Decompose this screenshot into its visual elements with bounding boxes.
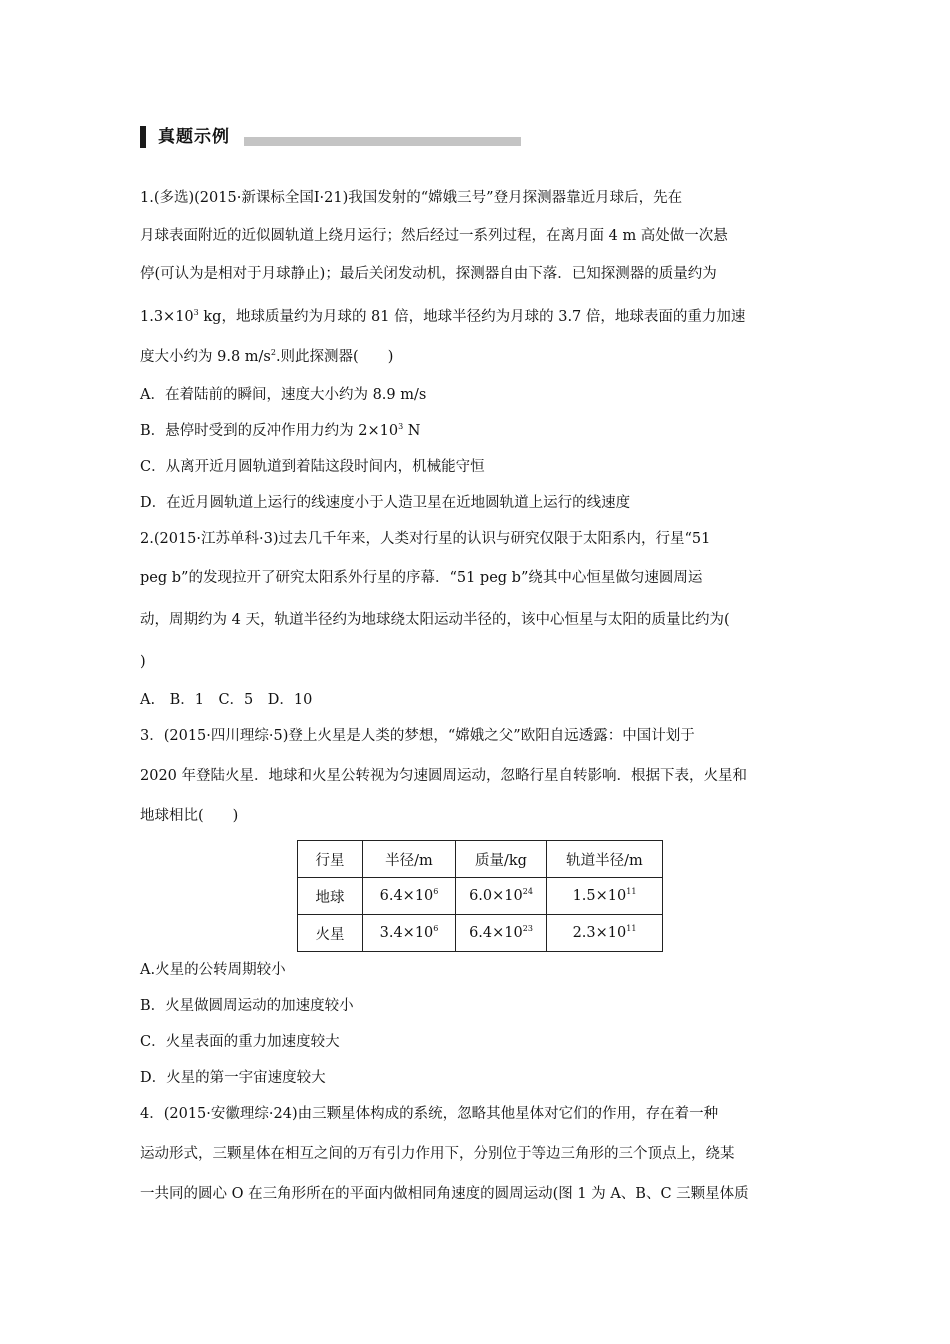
- table-cell-mass: $6.4\times 10^{23}$: [456, 915, 547, 952]
- q1-line-3: 停(可认为是相对于月球静止)；最后关闭发动机，探测器自由下落．已知探测器的质量约为: [140, 266, 717, 282]
- table-header-cell: 行星: [298, 841, 363, 878]
- table-cell-planet: 火星: [298, 915, 363, 952]
- q1-option-a: A．在着陆前的瞬间，速度大小约为 8.9 m/s: [140, 387, 427, 403]
- q4-line-3: 一共同的圆心 O 在三角形所在的平面内做相同角速度的圆周运动(图 1 为 A、B、C 三颗星体质: [140, 1186, 749, 1202]
- section-title: 真题示例: [158, 127, 230, 147]
- q3-option-d: D．火星的第一宇宙速度较大: [140, 1070, 326, 1086]
- q1-gravity-text: 度大小约为 9.8 m/s: [140, 349, 271, 365]
- q2-line-1: 2.(2015·江苏单科·3)过去几千年来，人类对行星的认识与研究仅限于太阳系内，行星“51: [140, 531, 711, 547]
- planet-table: [297, 840, 663, 952]
- table-cell-planet: 地球: [298, 878, 363, 915]
- q1-line-4: [140, 306, 745, 328]
- q1-option-c: C．从离开近月圆轨道到着陆这段时间内，机械能守恒: [140, 459, 485, 475]
- q3-option-a: A.火星的公转周期较小: [140, 962, 286, 978]
- table-header-cell: 轨道半径/m: [547, 841, 663, 878]
- table-header-cell: 半径/m: [363, 841, 456, 878]
- q3-line-3: 地球相比( ): [140, 808, 239, 824]
- q3-line-1: 3．(2015·四川理综·5)登上火星是人类的梦想，“嫦娥之父”欧阳自远透露：中国计划于: [140, 728, 695, 744]
- table-header-cell: 质量/kg: [456, 841, 547, 878]
- table-cell-radius: $3.4\times 10^6$: [363, 915, 456, 952]
- table-header-row: [298, 841, 663, 878]
- q1-option-b-text: B．悬停时受到的反冲作用力约为 2×10: [140, 423, 399, 439]
- q4-line-2: 运动形式，三颗星体在相互之间的万有引力作用下，分别位于等边三角形的三个顶点上，绕某: [140, 1146, 735, 1162]
- section-header: [140, 124, 540, 152]
- table-cell-orbit: $2.3\times 10^{11}$: [547, 915, 663, 952]
- q1-line-5-rest: .则此探测器( ): [275, 349, 394, 365]
- q2-line-2: peg b”的发现拉开了研究太阳系外行星的序幕．“51 peg b”绕其中心恒星做匀速圆周运: [140, 570, 703, 586]
- q2-line-4: ): [140, 654, 146, 670]
- table-cell-orbit: $1.5\times 10^{11}$: [547, 878, 663, 915]
- table-row: [298, 878, 663, 915]
- q1-line-2: 月球表面附近的近似圆轨道上绕月运行；然后经过一系列过程，在离月面 4 m 高处做一次悬: [140, 228, 728, 244]
- section-divider: [244, 137, 521, 146]
- q3-line-2: 2020 年登陆火星．地球和火星公转视为匀速圆周运动，忽略行星自转影响．根据下表，火星和: [140, 768, 748, 784]
- q1-line-5: [140, 346, 393, 368]
- q2-line-3: 动，周期约为 4 天，轨道半径约为地球绕太阳运动半径的，该中心恒星与太阳的质量比约为(: [140, 612, 730, 628]
- section-marker-bar: [140, 126, 146, 148]
- q1-line-1: 1.(多选)(2015·新课标全国Ⅰ·21)我国发射的“嫦娥三号”登月探测器靠近月球后，先在: [140, 190, 683, 206]
- q1-line-4-rest: kg，地球质量约为月球的 81 倍，地球半径约为月球的 3.7 倍，地球表面的重力加速: [198, 309, 746, 325]
- q3-option-b: B．火星做圆周运动的加速度较小: [140, 998, 354, 1014]
- q1-gravity-exponent: 2: [270, 348, 276, 358]
- q3-option-c: C．火星表面的重力加速度较大: [140, 1034, 340, 1050]
- q1-option-b-unit: N: [403, 423, 421, 439]
- q1-option-b: [140, 420, 420, 442]
- table-cell-radius: $6.4\times 10^6$: [363, 878, 456, 915]
- q2-options: A. B．1 C．5 D．10: [140, 692, 313, 708]
- table-row: [298, 915, 663, 952]
- q1-mass-exponent: 3: [193, 308, 199, 318]
- q1-mass-base: 1.3×10: [140, 309, 194, 325]
- q1-option-b-exponent: 3: [398, 422, 404, 432]
- q1-option-d: D．在近月圆轨道上运行的线速度小于人造卫星在近地圆轨道上运行的线速度: [140, 495, 631, 511]
- q4-line-1: 4．(2015·安徽理综·24)由三颗星体构成的系统，忽略其他星体对它们的作用，存在着一种: [140, 1106, 719, 1122]
- table-cell-mass: $6.0\times 10^{24}$: [456, 878, 547, 915]
